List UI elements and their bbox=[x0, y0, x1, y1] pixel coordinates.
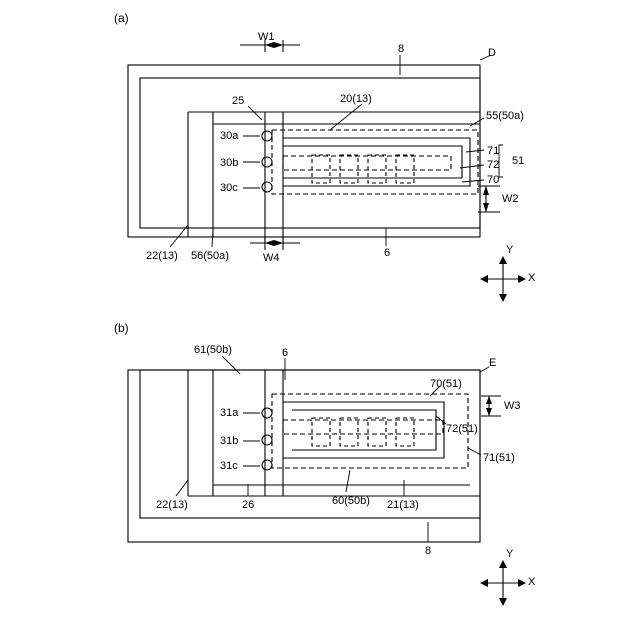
ref-31c: 31c bbox=[220, 460, 238, 472]
coil-dashed-b bbox=[272, 394, 468, 468]
outer-body-a bbox=[128, 65, 480, 237]
ref-20-13: 20(13) bbox=[340, 93, 372, 105]
terminal-31b bbox=[262, 435, 272, 445]
ref-8-b: 8 bbox=[425, 545, 432, 557]
ref-26: 26 bbox=[242, 499, 255, 511]
dim-w3: W3 bbox=[504, 400, 521, 412]
ref-71-51: 71(51) bbox=[483, 452, 515, 464]
ref-e: E bbox=[489, 357, 497, 369]
axis-y-a: Y bbox=[506, 244, 514, 256]
ref-8-a: 8 bbox=[398, 43, 405, 55]
coil-outer-solid-a bbox=[283, 138, 470, 186]
panel-b-drawing bbox=[128, 356, 526, 606]
leaders-a bbox=[170, 55, 503, 247]
coil-inner-solid-a bbox=[283, 146, 462, 178]
axis-x-a: X bbox=[528, 272, 536, 284]
ref-6-a: 6 bbox=[384, 247, 391, 259]
terminal-30c bbox=[262, 182, 272, 192]
inner-body-a bbox=[140, 78, 480, 228]
ref-56-50a: 56(50a) bbox=[191, 250, 229, 262]
terminal-30a bbox=[262, 131, 272, 141]
terminal-31a bbox=[262, 408, 272, 418]
panel-tag-a: (a) bbox=[114, 11, 129, 25]
ref-6-b: 6 bbox=[282, 347, 289, 359]
ref-55-50a: 55(50a) bbox=[486, 110, 524, 122]
axis-y-b: Y bbox=[506, 548, 514, 560]
ref-22-13-a: 22(13) bbox=[146, 250, 178, 262]
ref-30a: 30a bbox=[220, 130, 239, 142]
coil-turns-a bbox=[312, 155, 414, 183]
terminal-30b bbox=[262, 157, 272, 167]
outer-body-b bbox=[128, 370, 480, 542]
ref-30b: 30b bbox=[220, 157, 239, 169]
dim-w3-arrows bbox=[481, 396, 501, 416]
coil-dashed-a bbox=[272, 130, 478, 194]
ref-70-51: 70(51) bbox=[430, 378, 462, 390]
axis-cross-b bbox=[480, 560, 526, 606]
ref-72-a: 72 bbox=[487, 159, 500, 171]
ref-21-13: 21(13) bbox=[387, 499, 419, 511]
panel-a-drawing bbox=[128, 40, 526, 302]
terminal-31c bbox=[262, 460, 272, 470]
axis-cross-a bbox=[480, 256, 526, 302]
ref-22-13-b: 22(13) bbox=[156, 499, 188, 511]
ref-31b: 31b bbox=[220, 435, 239, 447]
ref-30c: 30c bbox=[220, 182, 238, 194]
ref-70-a: 70 bbox=[487, 174, 500, 186]
coil-turns-b bbox=[312, 418, 414, 446]
axis-x-b: X bbox=[528, 576, 536, 588]
ref-71-a: 71 bbox=[487, 145, 500, 157]
ref-31a: 31a bbox=[220, 407, 239, 419]
dim-w2: W2 bbox=[502, 193, 519, 205]
panel-tag-b: (b) bbox=[114, 321, 129, 335]
ref-72-51: 72(51) bbox=[446, 423, 478, 435]
dim-w2-arrows bbox=[478, 186, 500, 212]
dim-w4-arrows bbox=[250, 237, 300, 250]
ref-25: 25 bbox=[232, 95, 245, 107]
dim-w4: W4 bbox=[263, 252, 280, 264]
ref-51-a: 51 bbox=[512, 155, 525, 167]
ref-61-50b: 61(50b) bbox=[194, 344, 232, 356]
dim-w1: W1 bbox=[258, 31, 275, 43]
ref-d: D bbox=[488, 47, 496, 59]
ref-60-50b: 60(50b) bbox=[332, 495, 370, 507]
